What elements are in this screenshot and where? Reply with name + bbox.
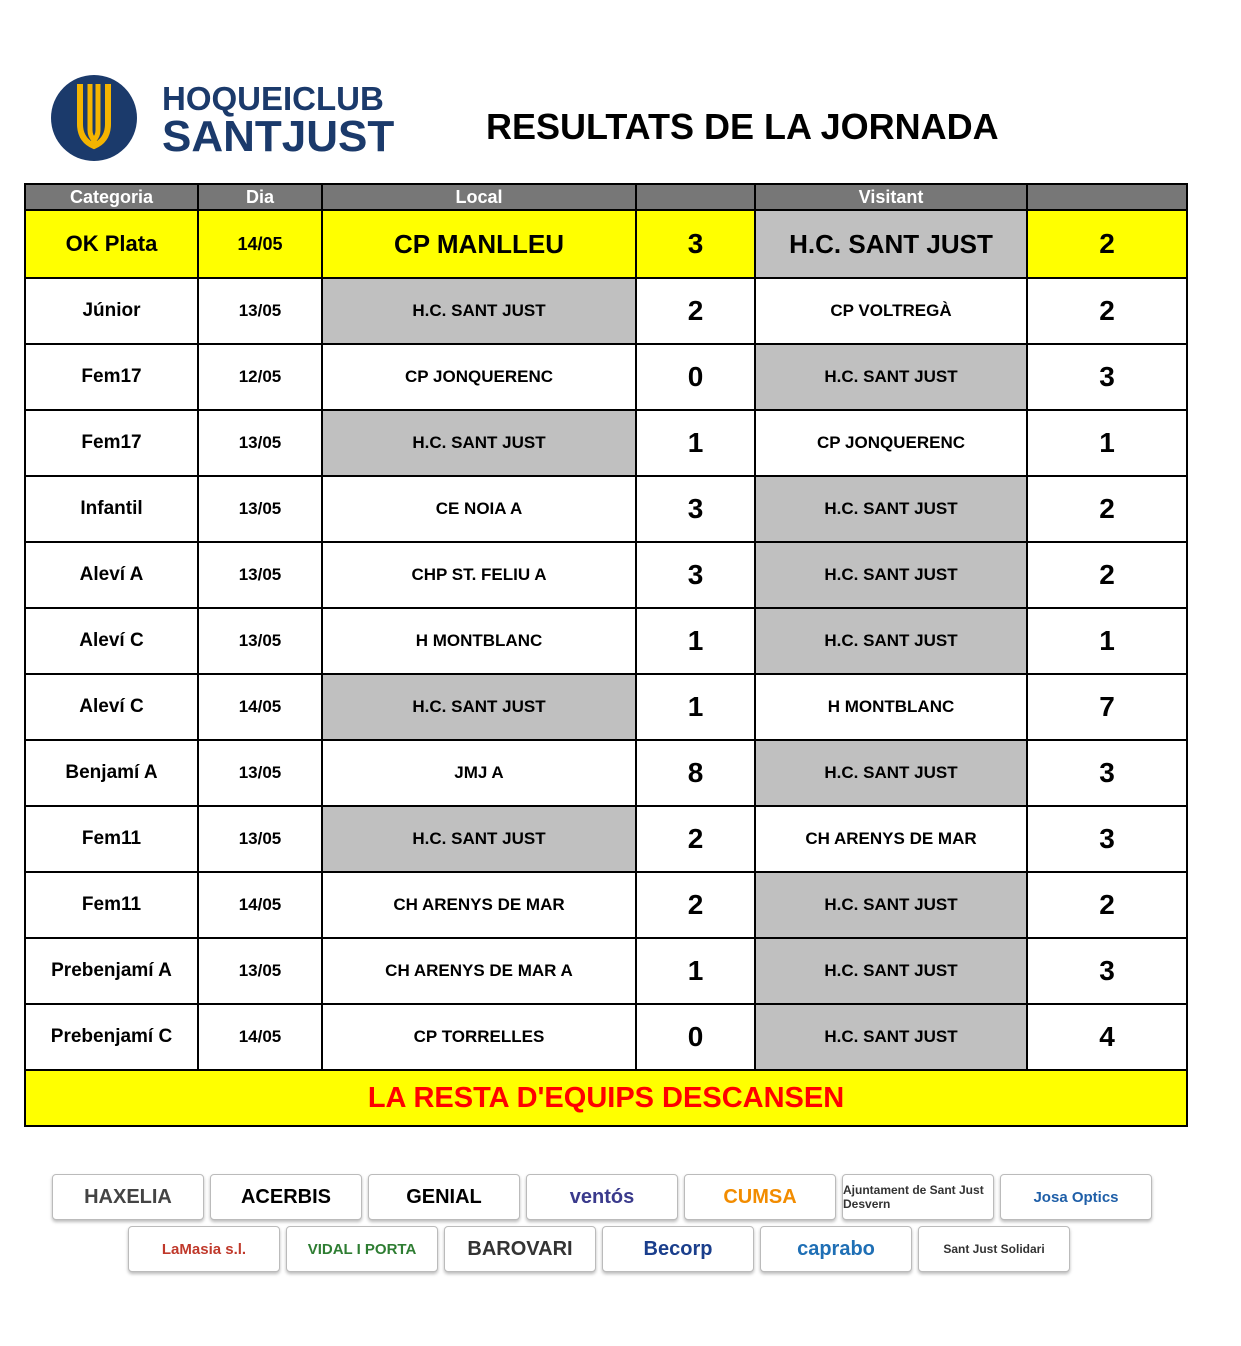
local-team-cell: H.C. SANT JUST [322,806,636,872]
local-team-cell: CE NOIA A [322,476,636,542]
sponsor-logo: ventós [526,1174,678,1220]
sponsor-logo: Josa Optics [1000,1174,1152,1220]
category-cell: OK Plata [25,210,198,278]
visitor-team-cell: H.C. SANT JUST [755,872,1027,938]
local-team-cell: CH ARENYS DE MAR [322,872,636,938]
date-cell: 13/05 [198,938,322,1004]
local-score-cell: 1 [636,674,755,740]
visitor-score-cell: 2 [1027,278,1187,344]
visitor-score-cell: 2 [1027,476,1187,542]
sponsors-row-2 [128,1226,1070,1272]
date-cell: 13/05 [198,608,322,674]
category-cell: Fem11 [25,872,198,938]
category-cell: Benjamí A [25,740,198,806]
rest-notice: LA RESTA D'EQUIPS DESCANSEN [25,1070,1187,1126]
visitor-team-cell: CH ARENYS DE MAR [755,806,1027,872]
local-team-cell: H.C. SANT JUST [322,410,636,476]
results-table [24,183,1188,1127]
table-row [25,344,1187,410]
sponsor-logo: HAXELIA [52,1174,204,1220]
club-logo [50,74,410,162]
visitor-team-cell: H MONTBLANC [755,674,1027,740]
visitor-score-cell: 3 [1027,806,1187,872]
local-score-cell: 3 [636,476,755,542]
local-score-cell: 1 [636,608,755,674]
date-cell: 14/05 [198,210,322,278]
footer-row [25,1070,1187,1126]
visitor-team-cell: H.C. SANT JUST [755,476,1027,542]
table-row [25,872,1187,938]
sponsor-logo: ACERBIS [210,1174,362,1220]
visitor-score-cell: 1 [1027,410,1187,476]
table-row [25,938,1187,1004]
date-cell: 13/05 [198,476,322,542]
local-score-cell: 0 [636,1004,755,1070]
local-team-cell: CP TORRELLES [322,1004,636,1070]
col-visitant: Visitant [755,184,1027,210]
local-score-cell: 2 [636,872,755,938]
local-score-cell: 0 [636,344,755,410]
table-row [25,608,1187,674]
visitor-team-cell: H.C. SANT JUST [755,542,1027,608]
sponsor-logo: GENIAL [368,1174,520,1220]
visitor-team-cell: CP VOLTREGÀ [755,278,1027,344]
local-team-cell: H.C. SANT JUST [322,674,636,740]
local-score-cell: 1 [636,938,755,1004]
local-team-cell: CHP ST. FELIU A [322,542,636,608]
visitor-team-cell: H.C. SANT JUST [755,938,1027,1004]
date-cell: 13/05 [198,806,322,872]
sponsor-logo: Ajuntament de Sant Just Desvern [842,1174,994,1220]
date-cell: 13/05 [198,740,322,806]
category-cell: Aleví A [25,542,198,608]
sponsor-logo: CUMSA [684,1174,836,1220]
local-score-cell: 8 [636,740,755,806]
local-score-cell: 3 [636,542,755,608]
sponsor-logo: VIDAL I PORTA [286,1226,438,1272]
sponsor-logo: BAROVARI [444,1226,596,1272]
visitor-team-cell: H.C. SANT JUST [755,344,1027,410]
logo-line-2: SANTJUST [162,112,395,161]
col-dia: Dia [198,184,322,210]
sponsor-logo: LaMasia s.l. [128,1226,280,1272]
visitor-score-cell: 2 [1027,210,1187,278]
local-team-cell: H MONTBLANC [322,608,636,674]
category-cell: Fem17 [25,344,198,410]
local-team-cell: H.C. SANT JUST [322,278,636,344]
table-row [25,806,1187,872]
table-row [25,278,1187,344]
visitor-score-cell: 2 [1027,542,1187,608]
col-categoria: Categoria [25,184,198,210]
date-cell: 13/05 [198,410,322,476]
local-team-cell: CP JONQUERENC [322,344,636,410]
category-cell: Prebenjamí C [25,1004,198,1070]
col-local: Local [322,184,636,210]
visitor-score-cell: 2 [1027,872,1187,938]
visitor-score-cell: 3 [1027,344,1187,410]
visitor-score-cell: 1 [1027,608,1187,674]
table-row [25,410,1187,476]
category-cell: Infantil [25,476,198,542]
table-row [25,542,1187,608]
sponsor-logo: Becorp [602,1226,754,1272]
page-title: RESULTATS DE LA JORNADA [486,106,999,147]
local-team-cell: JMJ A [322,740,636,806]
visitor-team-cell: H.C. SANT JUST [755,608,1027,674]
category-cell: Fem11 [25,806,198,872]
date-cell: 14/05 [198,1004,322,1070]
local-score-cell: 1 [636,410,755,476]
local-team-cell: CH ARENYS DE MAR A [322,938,636,1004]
table-row [25,674,1187,740]
visitor-team-cell: CP JONQUERENC [755,410,1027,476]
header-row [25,184,1187,210]
visitor-team-cell: H.C. SANT JUST [755,210,1027,278]
date-cell: 12/05 [198,344,322,410]
local-score-cell: 2 [636,806,755,872]
visitor-score-cell: 7 [1027,674,1187,740]
category-cell: Aleví C [25,608,198,674]
category-cell: Aleví C [25,674,198,740]
sponsor-logo: Sant Just Solidari [918,1226,1070,1272]
table-row [25,476,1187,542]
date-cell: 13/05 [198,278,322,344]
table-row [25,1004,1187,1070]
visitor-score-cell: 3 [1027,938,1187,1004]
visitor-team-cell: H.C. SANT JUST [755,1004,1027,1070]
visitor-score-cell: 4 [1027,1004,1187,1070]
date-cell: 13/05 [198,542,322,608]
category-cell: Fem17 [25,410,198,476]
date-cell: 14/05 [198,674,322,740]
table-row [25,740,1187,806]
visitor-score-cell: 3 [1027,740,1187,806]
visitor-team-cell: H.C. SANT JUST [755,740,1027,806]
col-visitor-score [1027,184,1187,210]
category-cell: Prebenjamí A [25,938,198,1004]
logo-line-1: HOQUEICLUB [162,80,384,117]
sponsor-logo: caprabo [760,1226,912,1272]
sponsors-row-1 [52,1174,1152,1220]
featured-row [25,210,1187,278]
date-cell: 14/05 [198,872,322,938]
col-local-score [636,184,755,210]
category-cell: Júnior [25,278,198,344]
local-score-cell: 2 [636,278,755,344]
club-crest-icon [50,74,138,162]
local-score-cell: 3 [636,210,755,278]
local-team-cell: CP MANLLEU [322,210,636,278]
